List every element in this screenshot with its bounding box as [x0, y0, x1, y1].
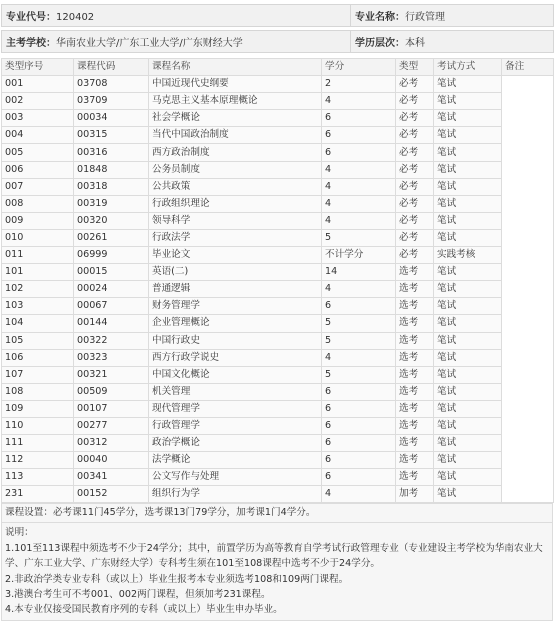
cell-seq: 009 [2, 212, 74, 229]
cell-credit: 4 [322, 349, 396, 366]
cell-type: 必考 [396, 247, 434, 264]
cell-seq: 006 [2, 161, 74, 178]
cell-code: 00318 [74, 178, 149, 195]
cell-type: 必考 [396, 229, 434, 246]
table-row [2, 212, 554, 229]
schools: 华南农业大学/广东工业大学/广东财经大学 [56, 38, 243, 49]
cell-code: 00315 [74, 127, 149, 144]
cell-exam: 笔试 [434, 212, 502, 229]
cell-seq: 105 [2, 332, 74, 349]
cell-seq: 002 [2, 93, 74, 110]
cell-exam: 笔试 [434, 383, 502, 400]
cell-code: 00040 [74, 452, 149, 469]
cell-seq: 111 [2, 435, 74, 452]
cell-type: 选考 [396, 349, 434, 366]
table-row [2, 315, 554, 332]
cell-code: 00509 [74, 383, 149, 400]
cell-exam: 笔试 [434, 178, 502, 195]
cell-credit: 6 [322, 383, 396, 400]
cell-seq: 110 [2, 417, 74, 434]
col-header-code: 课程代码 [74, 59, 149, 76]
cell-code: 03708 [74, 76, 149, 93]
cell-seq: 107 [2, 366, 74, 383]
cell-exam: 笔试 [434, 332, 502, 349]
cell-exam: 笔试 [434, 400, 502, 417]
cell-seq: 109 [2, 400, 74, 417]
cell-type: 选考 [396, 469, 434, 486]
cell-credit: 5 [322, 332, 396, 349]
cell-type: 必考 [396, 127, 434, 144]
cell-type: 必考 [396, 93, 434, 110]
table-row [2, 417, 554, 434]
cell-type: 选考 [396, 383, 434, 400]
table-row [2, 332, 554, 349]
cell-code: 00323 [74, 349, 149, 366]
explanation-item-1: 1.101至113课程中须选考不少于24学分；其中，前置学历为高等教育自学考试行政管理专业（专业建设主考学校为华南农业大学、广东工业大学、广东财经大学）专科考生须在101至108课程中选考不少于24学分。 [5, 542, 543, 570]
cell-exam: 笔试 [434, 229, 502, 246]
cell-name: 行政管理学 [149, 417, 322, 434]
cell-code: 00341 [74, 469, 149, 486]
cell-type: 选考 [396, 298, 434, 315]
cell-credit: 4 [322, 486, 396, 503]
table-row [2, 195, 554, 212]
cell-seq: 005 [2, 144, 74, 161]
table-row [2, 127, 554, 144]
cell-code: 00152 [74, 486, 149, 503]
table-row [2, 383, 554, 400]
cell-type: 选考 [396, 452, 434, 469]
course-table-header [2, 59, 554, 76]
cell-exam: 笔试 [434, 486, 502, 503]
cell-name: 机关管理 [149, 383, 322, 400]
cell-code: 06999 [74, 247, 149, 264]
cell-name: 中国文化概论 [149, 366, 322, 383]
cell-credit: 6 [322, 400, 396, 417]
cell-name: 组织行为学 [149, 486, 322, 503]
cell-credit: 5 [322, 229, 396, 246]
col-header-type: 类型 [396, 59, 434, 76]
cell-credit: 6 [322, 469, 396, 486]
explanation-item-3: 3.港澳台考生可不考001、002两门课程，但须加考231课程。 [5, 589, 271, 601]
cell-code: 00067 [74, 298, 149, 315]
major-code-cell [2, 5, 351, 27]
cell-name: 公务员制度 [149, 161, 322, 178]
cell-exam: 笔试 [434, 127, 502, 144]
cell-name: 领导科学 [149, 212, 322, 229]
cell-credit: 4 [322, 161, 396, 178]
level: 本科 [405, 38, 425, 49]
cell-seq: 108 [2, 383, 74, 400]
cell-credit: 6 [322, 417, 396, 434]
cell-name: 企业管理概论 [149, 315, 322, 332]
table-row [2, 178, 554, 195]
cell-name: 马克思主义基本原理概论 [149, 93, 322, 110]
course-table [1, 58, 554, 503]
cell-seq: 104 [2, 315, 74, 332]
course-setting: 课程设置：必考课11门45学分，选考课13门79学分，加考课1门4学分。 [2, 504, 552, 523]
cell-type: 选考 [396, 435, 434, 452]
cell-exam: 笔试 [434, 110, 502, 127]
cell-exam: 笔试 [434, 366, 502, 383]
cell-seq: 102 [2, 281, 74, 298]
cell-exam: 笔试 [434, 298, 502, 315]
cell-name: 西方行政学说史 [149, 349, 322, 366]
cell-type: 必考 [396, 144, 434, 161]
cell-code: 00015 [74, 264, 149, 281]
level-label: 学历层次： [355, 38, 405, 49]
cell-name: 西方政治制度 [149, 144, 322, 161]
cell-seq: 008 [2, 195, 74, 212]
cell-exam: 笔试 [434, 144, 502, 161]
cell-code: 00316 [74, 144, 149, 161]
cell-code: 03709 [74, 93, 149, 110]
cell-code: 00320 [74, 212, 149, 229]
cell-seq: 112 [2, 452, 74, 469]
table-row [2, 264, 554, 281]
major-info-row-2 [2, 31, 554, 53]
cell-exam: 笔试 [434, 264, 502, 281]
schools-label: 主考学校： [6, 38, 56, 49]
cell-exam: 笔试 [434, 469, 502, 486]
cell-credit: 2 [322, 76, 396, 93]
cell-seq: 011 [2, 247, 74, 264]
table-row [2, 93, 554, 110]
table-row [2, 76, 554, 93]
cell-seq: 003 [2, 110, 74, 127]
cell-name: 当代中国政治制度 [149, 127, 322, 144]
cell-seq: 010 [2, 229, 74, 246]
notes-box [1, 503, 553, 620]
col-header-name: 课程名称 [149, 59, 322, 76]
cell-remark [502, 76, 554, 503]
cell-name: 英语(二) [149, 264, 322, 281]
cell-name: 公共政策 [149, 178, 322, 195]
table-row [2, 229, 554, 246]
major-name: 行政管理 [405, 12, 445, 23]
cell-credit: 4 [322, 178, 396, 195]
cell-name: 法学概论 [149, 452, 322, 469]
table-row [2, 247, 554, 264]
cell-credit: 4 [322, 281, 396, 298]
cell-name: 中国行政史 [149, 332, 322, 349]
cell-exam: 笔试 [434, 93, 502, 110]
cell-type: 必考 [396, 110, 434, 127]
cell-credit: 6 [322, 127, 396, 144]
cell-type: 选考 [396, 366, 434, 383]
major-code-label: 专业代号： [6, 12, 56, 23]
cell-name: 中国近现代史纲要 [149, 76, 322, 93]
cell-exam: 笔试 [434, 76, 502, 93]
col-header-credit: 学分 [322, 59, 396, 76]
cell-code: 00034 [74, 110, 149, 127]
cell-credit: 6 [322, 110, 396, 127]
cell-type: 必考 [396, 161, 434, 178]
major-code: 120402 [56, 12, 95, 23]
cell-type: 选考 [396, 264, 434, 281]
cell-credit: 4 [322, 195, 396, 212]
cell-name: 社会学概论 [149, 110, 322, 127]
cell-code: 01848 [74, 161, 149, 178]
explanation-item-4: 4.本专业仅接受国民教育序列的专科（或以上）毕业生申办毕业。 [5, 604, 283, 616]
cell-type: 选考 [396, 315, 434, 332]
cell-exam: 笔试 [434, 349, 502, 366]
cell-type: 必考 [396, 76, 434, 93]
cell-credit: 6 [322, 144, 396, 161]
table-row [2, 144, 554, 161]
cell-seq: 113 [2, 469, 74, 486]
cell-code: 00321 [74, 366, 149, 383]
cell-credit: 6 [322, 298, 396, 315]
cell-credit: 14 [322, 264, 396, 281]
explanation-title: 说明： [5, 527, 34, 539]
cell-type: 加考 [396, 486, 434, 503]
course-table-body [2, 76, 554, 503]
cell-credit: 5 [322, 315, 396, 332]
level-cell [351, 31, 554, 53]
cell-code: 00319 [74, 195, 149, 212]
cell-seq: 106 [2, 349, 74, 366]
major-name-cell [351, 5, 554, 27]
table-row [2, 110, 554, 127]
major-name-label: 专业名称： [355, 12, 405, 23]
cell-name: 行政法学 [149, 229, 322, 246]
cell-name: 现代管理学 [149, 400, 322, 417]
cell-type: 必考 [396, 195, 434, 212]
table-row [2, 435, 554, 452]
cell-code: 00277 [74, 417, 149, 434]
cell-credit: 4 [322, 212, 396, 229]
page [1, 4, 553, 621]
table-row [2, 349, 554, 366]
cell-name: 财务管理学 [149, 298, 322, 315]
col-header-remark: 备注 [502, 59, 554, 76]
cell-name: 政治学概论 [149, 435, 322, 452]
cell-exam: 笔试 [434, 281, 502, 298]
cell-name: 毕业论文 [149, 247, 322, 264]
col-header-exam: 考试方式 [434, 59, 502, 76]
explanation [2, 523, 552, 619]
cell-type: 必考 [396, 178, 434, 195]
cell-seq: 101 [2, 264, 74, 281]
cell-exam: 笔试 [434, 195, 502, 212]
table-row [2, 400, 554, 417]
cell-exam: 笔试 [434, 315, 502, 332]
schools-cell [2, 31, 351, 53]
cell-exam: 实践考核 [434, 247, 502, 264]
table-row [2, 486, 554, 503]
cell-type: 必考 [396, 212, 434, 229]
cell-code: 00261 [74, 229, 149, 246]
cell-exam: 笔试 [434, 417, 502, 434]
major-info-row-1 [2, 5, 554, 27]
table-row [2, 469, 554, 486]
cell-seq: 103 [2, 298, 74, 315]
col-header-seq: 类型序号 [2, 59, 74, 76]
table-row [2, 452, 554, 469]
cell-seq: 004 [2, 127, 74, 144]
table-row [2, 366, 554, 383]
cell-type: 选考 [396, 417, 434, 434]
table-row [2, 298, 554, 315]
cell-exam: 笔试 [434, 452, 502, 469]
cell-exam: 笔试 [434, 161, 502, 178]
cell-credit: 不计学分 [322, 247, 396, 264]
major-info-table [1, 4, 554, 53]
cell-type: 选考 [396, 281, 434, 298]
cell-credit: 5 [322, 366, 396, 383]
cell-seq: 231 [2, 486, 74, 503]
cell-type: 选考 [396, 332, 434, 349]
table-row [2, 161, 554, 178]
cell-exam: 笔试 [434, 435, 502, 452]
explanation-item-2: 2.非政治学类专业专科（或以上）毕业生报考本专业须选考108和109两门课程。 [5, 573, 349, 585]
cell-code: 00322 [74, 332, 149, 349]
cell-code: 00144 [74, 315, 149, 332]
cell-seq: 007 [2, 178, 74, 195]
cell-credit: 6 [322, 435, 396, 452]
cell-code: 00107 [74, 400, 149, 417]
table-row [2, 281, 554, 298]
cell-credit: 6 [322, 452, 396, 469]
cell-type: 选考 [396, 400, 434, 417]
cell-name: 普通逻辑 [149, 281, 322, 298]
cell-seq: 001 [2, 76, 74, 93]
cell-name: 公文写作与处理 [149, 469, 322, 486]
cell-code: 00312 [74, 435, 149, 452]
cell-code: 00024 [74, 281, 149, 298]
cell-name: 行政组织理论 [149, 195, 322, 212]
cell-credit: 4 [322, 93, 396, 110]
